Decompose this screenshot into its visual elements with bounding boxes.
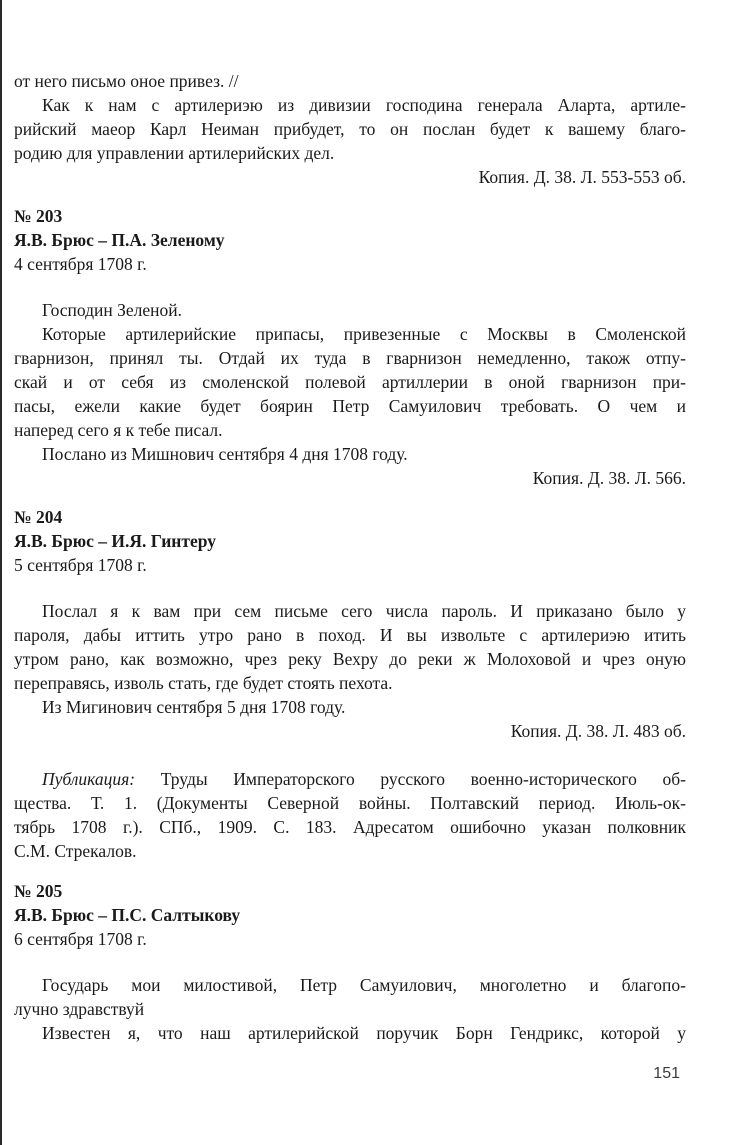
text-line: лучно здравствуй — [14, 999, 145, 1019]
document-title: Я.В. Брюс – П.С. Салтыкову — [14, 905, 241, 925]
text-line: утром рано, как возможно, чрез реку Вехру до реки ж Молоховой и чрез оную — [14, 649, 686, 669]
publication-line: щества. Т. 1. (Документы Северной войны. Полтавский период. Июль-ок- — [14, 793, 686, 813]
text-line: Государь мои милостивой, Петр Самуилович, многолетно и благопо- — [42, 975, 686, 995]
text-line: переправясь, изволь стать, где будет стоять пехота. — [14, 673, 393, 693]
page-edge — [0, 0, 2, 1145]
publication-line: С.М. Стрекалов. — [14, 841, 137, 861]
text-line: наперед сего я к тебе писал. — [14, 420, 223, 440]
document-title: Я.В. Брюс – И.Я. Гинтеру — [14, 531, 217, 551]
text-line: родию для управлении артилерийских дел. — [14, 143, 335, 163]
archive-reference: Копия. Д. 38. Л. 483 об. — [510, 721, 686, 741]
document-title: Я.В. Брюс – П.А. Зеленому — [14, 230, 225, 250]
text-line: Из Мигинович сентября 5 дня 1708 году. — [42, 697, 346, 717]
document-date: 5 сентября 1708 г. — [14, 555, 147, 575]
document-date: 4 сентября 1708 г. — [14, 254, 147, 274]
publication-label: Публикация: — [42, 769, 136, 789]
document-number: № 205 — [14, 881, 63, 901]
text-line: Известен я, что наш артилерийской поручик Борн Гендрикс, которой у — [42, 1023, 686, 1043]
publication-text: Труды Императорского русского военно-исторического об- — [160, 769, 686, 789]
text-line: Послал я к вам при сем письме сего числа пароль. И приказано было у — [42, 601, 686, 621]
document-number: № 204 — [14, 507, 63, 527]
text-line: рийский маеор Карл Неиман прибудет, то он послан будет к вашему благо- — [14, 119, 686, 139]
text-line: от него письмо оное привез. // — [14, 71, 239, 91]
text-line: Послано из Мишнович сентября 4 дня 1708 году. — [42, 444, 408, 464]
text-line: Которые артилерийские припасы, привезенные с Москвы в Смоленской — [42, 324, 686, 344]
text-line: скай и от себя из смоленской полевой артиллерии в оной гварнизон при- — [14, 372, 686, 392]
publication-line: тябрь 1708 г.). СПб., 1909. С. 183. Адресатом ошибочно указан полковник — [14, 817, 686, 837]
publication-line — [42, 768, 686, 791]
text-line: Господин Зеленой. — [42, 300, 183, 320]
document-date: 6 сентября 1708 г. — [14, 929, 147, 949]
text-line: Как к нам с артилериэю из дивизии господина генерала Аларта, артиле- — [42, 95, 686, 115]
document-number: № 203 — [14, 206, 63, 226]
text-line: гварнизон, принял ты. Отдай их туда в гварнизон немедленно, також отпу- — [14, 348, 686, 368]
text-line: пароля, дабы иттить утро рано в поход. И вы извольте с артилериэю итить — [14, 625, 686, 645]
text-line: пасы, ежели какие будет боярин Петр Самуилович требовать. О чем и — [14, 396, 686, 416]
page-number: 151 — [653, 1065, 680, 1082]
archive-reference: Копия. Д. 38. Л. 566. — [532, 468, 686, 488]
archive-reference: Копия. Д. 38. Л. 553-553 об. — [478, 167, 686, 187]
